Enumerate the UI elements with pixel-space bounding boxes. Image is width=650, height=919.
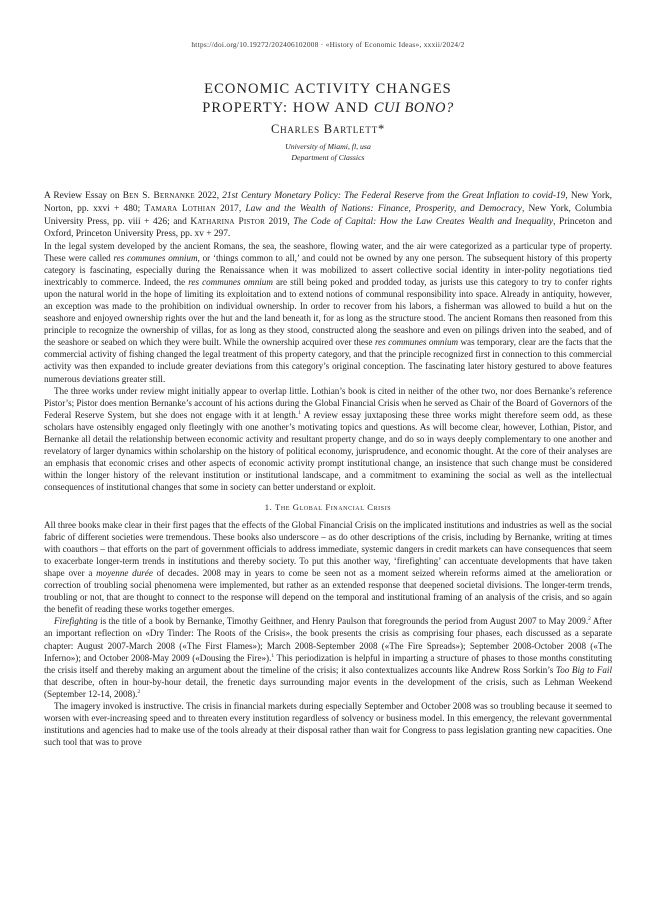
paragraph-4: Firefighting is the title of a book by Bernanke, Timothy Geithner, and Henry Paulson that foregrounds the period from August 2007 to May 2009.$^2$ After an important reflection on «Dry Tinder: The Roots of the Crisis», the book presents the crisis as comprising four phases, each discussed as a separate chapter: August 2007-March 2008 («The First Flames»); March 2008-September 2008 («The Fire Spreads»); September 2008-October 2008 («The Inferno»); and October 2008-May 2009 («Dousing the Fire»).$^1$ This periodization is helpful in imparting a structure of phases to those months constituting the crisis itself and thereby making an argument about the timeline of the crisis; it also contextualizes accounts like Andrew Ross Sorkin’s Too Big to Fail that describe, often in hour-by-hour detail, the frenetic days surrounding major events in the development of the crisis, such as Lehman Weekend (September 12-14, 2008).$^2$ [44,616,612,699]
footnote-marker[interactable]: 2 [137,688,141,695]
review-author-1: Ben S. Bernanke [122,191,195,201]
author-affiliation [44,141,612,163]
review-author-2: Tamara Lothian [144,203,216,214]
affiliation-university: University of Miami, fl, usa [285,142,371,151]
footnote-marker[interactable]: 1 [271,652,275,659]
title-line-1: ECONOMIC ACTIVITY CHANGES [204,81,452,97]
review-title-1: 21st Century Monetary Policy: The Federal Reserve from the Great Inflation to covid-19 [222,191,566,201]
running-header: https://doi.org/10.19272/202406102008 · «History of Economic Ideas», xxxii/2024/2 [191,40,465,49]
title-italic: CUI BONO? [373,100,454,116]
review-citation: A Review Essay on Ben S. Bernanke 2022, 21st Century Monetary Policy: The Federal Reserve from the Great Inflation to covid-19, New York, Norton, pp. xxvi + 480; Tamara Lothian 2017, Law and the Wealth of Nations: Finance, Prosperity, and Democracy, New York, Columbia University Press, pp. viii + 426; and Katharina Pistor 2019, The Code of Capital: How the Law Creates Wealth and Inequality, Princeton and Oxford, Princeton University Press, pp. xv + 297. [44,191,613,240]
footnote-marker[interactable]: 2 [588,616,591,623]
review-title-3: The Code of Capital: How the Law Creates Wealth and Inequality [293,216,554,227]
article-body [44,240,612,748]
section-heading: 1. The Global Financial Crisis [264,501,392,512]
affiliation-department: Department of Classics [291,153,365,162]
title-line-2: PROPERTY: HOW AND CUI BONO? [202,100,454,116]
paragraph-2: The three works under review might initially appear to overlap little. Lothian’s book is cited in neither of the other two, nor does Bernanke’s reference Pistor’s; Pistor does mention Bernanke’s account of his actions during the Global Financial Crisis when he served as Chair of the Board of Governors of the Federal Reserve System, but she does not engage with it at length.$^1$ A review essay juxtaposing these three works might therefore seem odd, as these scholars have ostensibly engaged only fleetingly with one another’s motivating topics and questions. As will become clear, however, Lothian, Pistor, and Bernanke all detail the relationship between economic activity and resultant property change, and do so in ways deeply complementary to one another and revelatory of larger dynamics within scholarship on the history of political economy, jurisprudence, and economic thought. At the core of their analyses are an emphasis that economic crises and other aspects of economic activity prompt institutional change, an insistence that such change must be considered within the longer history of the relevant institution or institutional landscape, and a commitment to examining the social as well as the intellectual consequences of institutional changes that some in society can better understand or exploit. [44,385,612,492]
author-name: Charles Bartlett* [270,122,386,136]
article-title [44,80,612,118]
paragraph-3: All three books make clear in their first pages that the effects of the Global Financial Crisis on the implicated institutions and industries as well as the social fabric of different societies were tremendous. These books also underscore – as do other descriptions of the crisis, including by Bernanke, writing at times with coauthors – that efforts on the part of government officials to address immediate, systemic dangers in credit markets can have consequences that seem to exacerbate longer-term trends in institutions and thereby society. To put this another way, ‘firefighting’ can accentuate developments that have taken shape over a moyenne durée of decades. 2008 may in years to come be seen not as a moment seized wherein reforms aimed at the amelioration or correction of troubling social phenomena were implemented, but rather as an extended response that deepened societal divisions. The longer-term trends, troubling or not, that are thought to connect to the response will depend on the temporal and institutional framing of an analysis of the crisis, and so again the benefit of reading these works together emerges. [44,520,612,615]
paragraph-5: The imagery invoked is instructive. The crisis in financial markets during especially September and October 2008 was so troubling because it seemed to worsen with ever-increasing speed and to threaten every institution regardless of solvency or business model. In this emergency, the relevant governmental institutions and agencies had to make use of the tools already at their disposal rather than wait for Congress to pass legislation granting new capacities. One such tool that was to prove [44,700,612,747]
review-title-2: Law and the Wealth of Nations: Finance, Prosperity, and Democracy [245,203,522,214]
footnote-marker[interactable]: 1 [298,409,301,416]
paragraph-1: In the legal system developed by the ancient Romans, the sea, the seashore, flowing water, and the air were categorized as a particular type of property. These were called res communes omnium, or ‘things common to all,’ and could not be owned by any one person. The subsequent history of this property category is fascinating, especially during the Renaissance when it was mobilized to assert collective social identity in inter-polity negotiations tied inextricably to commerce. Indeed, the res communes omnium are still being poked and prodded today, as jurists use this category to try to confer rights upon the natural world in the hope of limiting its exploitation and to extend notions of communal responsibility into space. Already in antiquity, however, an exception was made to the prohibition on individual ownership. In order to recover from his labors, a fisherman was allowed to build a hut on the seashore and enjoyed ownership rights over the hut and the land beneath it, for as long as the structure stood. The ancient Romans then reasoned from this principle to recognize the ownership of villas, for as long as they stood, constructed along the seashore and even on pilings driven into the seabed, and of the seashore or seabed on which they were built. While the ownership acquired over these res communes omnium was temporary, clear are the facts that the commercial activity of fishing changed the legal treatment of this property category, and that the principle recognized first in connection to this commercial activity was then expanded to include greater deviations from this category’s original conception. The fascinating later history gestured to above features numerous deviations greater still. [44,241,612,384]
review-author-3: Katharina Pistor [190,216,265,227]
